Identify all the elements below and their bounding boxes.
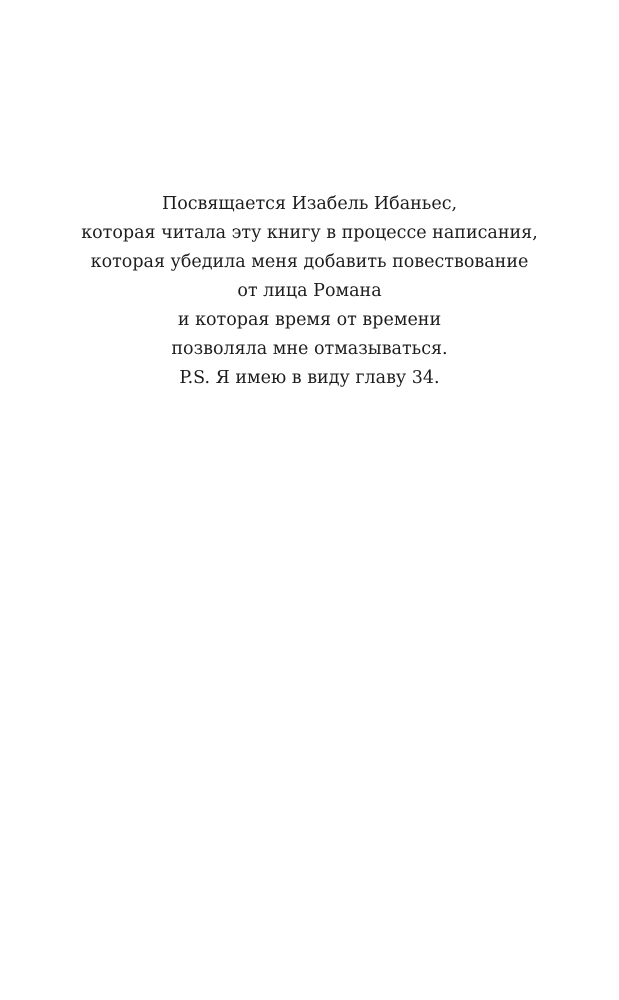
dedication-line: от лица Романа [237,281,382,301]
dedication-line: Посвящается Изабель Ибаньес, [161,194,458,214]
dedication-line: которая читала эту книгу в процессе написания, [81,223,538,243]
dedication-line: и которая время от времени [177,310,442,330]
dedication-line: которая убедила меня добавить повествование [90,252,529,272]
dedication-postscript: P.S. Я имею в виду главу 34. [179,368,440,388]
dedication-text [0,190,619,393]
dedication-line: позволяла мне отмазываться. [171,339,448,359]
